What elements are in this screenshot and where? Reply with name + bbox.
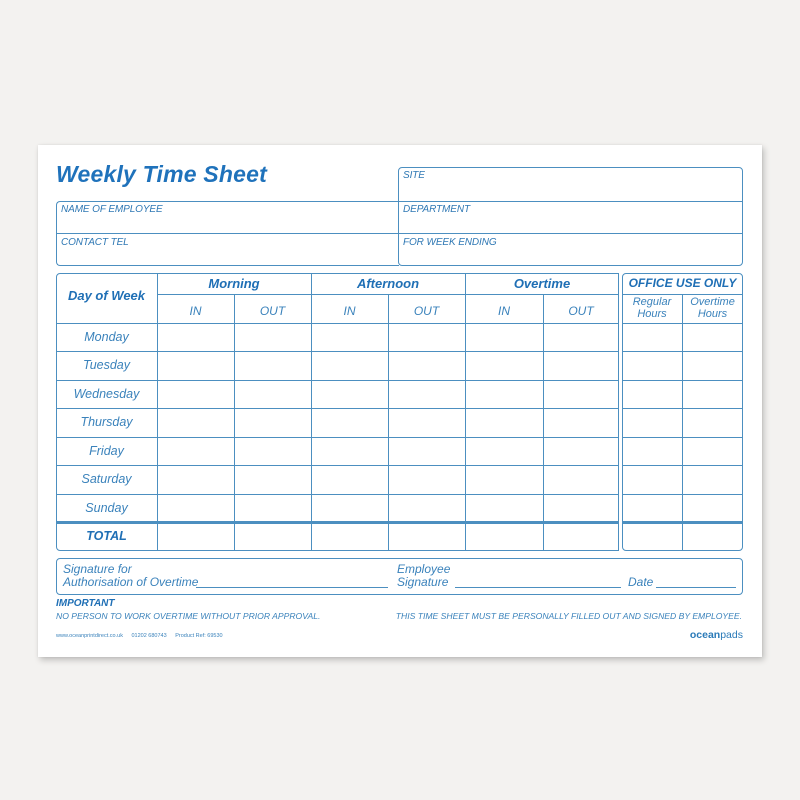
morning-in-header: IN [189,304,202,318]
department-field[interactable] [398,201,743,233]
employee-signature-label: Employee Signature [397,562,451,589]
overtime-out-header: OUT [568,304,594,318]
authorisation-signature-label: Signature for Authorisation of Overtime [63,562,199,589]
date-line[interactable] [656,587,736,588]
employee-name-label: NAME OF EMPLOYEE [61,204,163,215]
day-saturday: Saturday [81,472,132,486]
department-label: DEPARTMENT [403,204,470,215]
overtime-hours-header: Overtime Hours [690,296,735,320]
overtime-approval-note: NO PERSON TO WORK OVERTIME WITHOUT PRIOR APPROVAL. [56,611,321,621]
afternoon-out-header: OUT [413,304,440,318]
morning-header: Morning [208,276,260,291]
form-title: Weekly Time Sheet [56,161,267,187]
office-entry-grid[interactable] [622,323,743,551]
day-sunday: Sunday [85,501,128,515]
employee-signature-line[interactable] [455,587,621,588]
day-monday: Monday [84,330,129,344]
employee-name-field[interactable] [56,201,398,233]
regular-hours-header: Regular Hours [632,296,672,320]
week-ending-label: FOR WEEK ENDING [403,237,497,248]
brand-logo: oceanpads [689,629,743,641]
afternoon-header: Afternoon [356,276,420,291]
afternoon-in-header: IN [343,304,356,318]
grid-line [622,294,743,295]
date-label: Date [628,575,654,589]
day-tuesday: Tuesday [82,358,130,372]
authorisation-signature-line[interactable] [196,587,388,588]
overtime-header: Overtime [513,276,571,291]
day-of-week-header: Day of Week [67,288,146,303]
total-label: TOTAL [86,529,127,543]
office-use-header: OFFICE USE ONLY [628,276,737,290]
morning-out-header: OUT [259,304,286,318]
overtime-in-header: IN [498,304,510,318]
day-friday: Friday [89,444,124,458]
day-thursday: Thursday [80,415,133,429]
product-ref-text: Product Ref: 69530 [175,633,223,639]
phone-text: 01202 680743 [131,633,167,639]
website-text: www.oceanprintdirect.co.uk [56,633,123,639]
time-entry-grid[interactable] [157,323,619,551]
contact-tel-field[interactable] [56,233,398,265]
signature-requirement-note: THIS TIME SHEET MUST BE PERSONALLY FILLED OUT AND SIGNED BY EMPLOYEE. [395,611,742,621]
footer-info [56,633,230,639]
contact-tel-label: CONTACT TEL [61,237,129,248]
grid-line [157,294,619,295]
site-field[interactable] [398,167,743,201]
site-label: SITE [403,170,425,181]
day-wednesday: Wednesday [73,387,140,401]
week-ending-field[interactable] [398,233,743,265]
important-heading: IMPORTANT [56,598,115,609]
